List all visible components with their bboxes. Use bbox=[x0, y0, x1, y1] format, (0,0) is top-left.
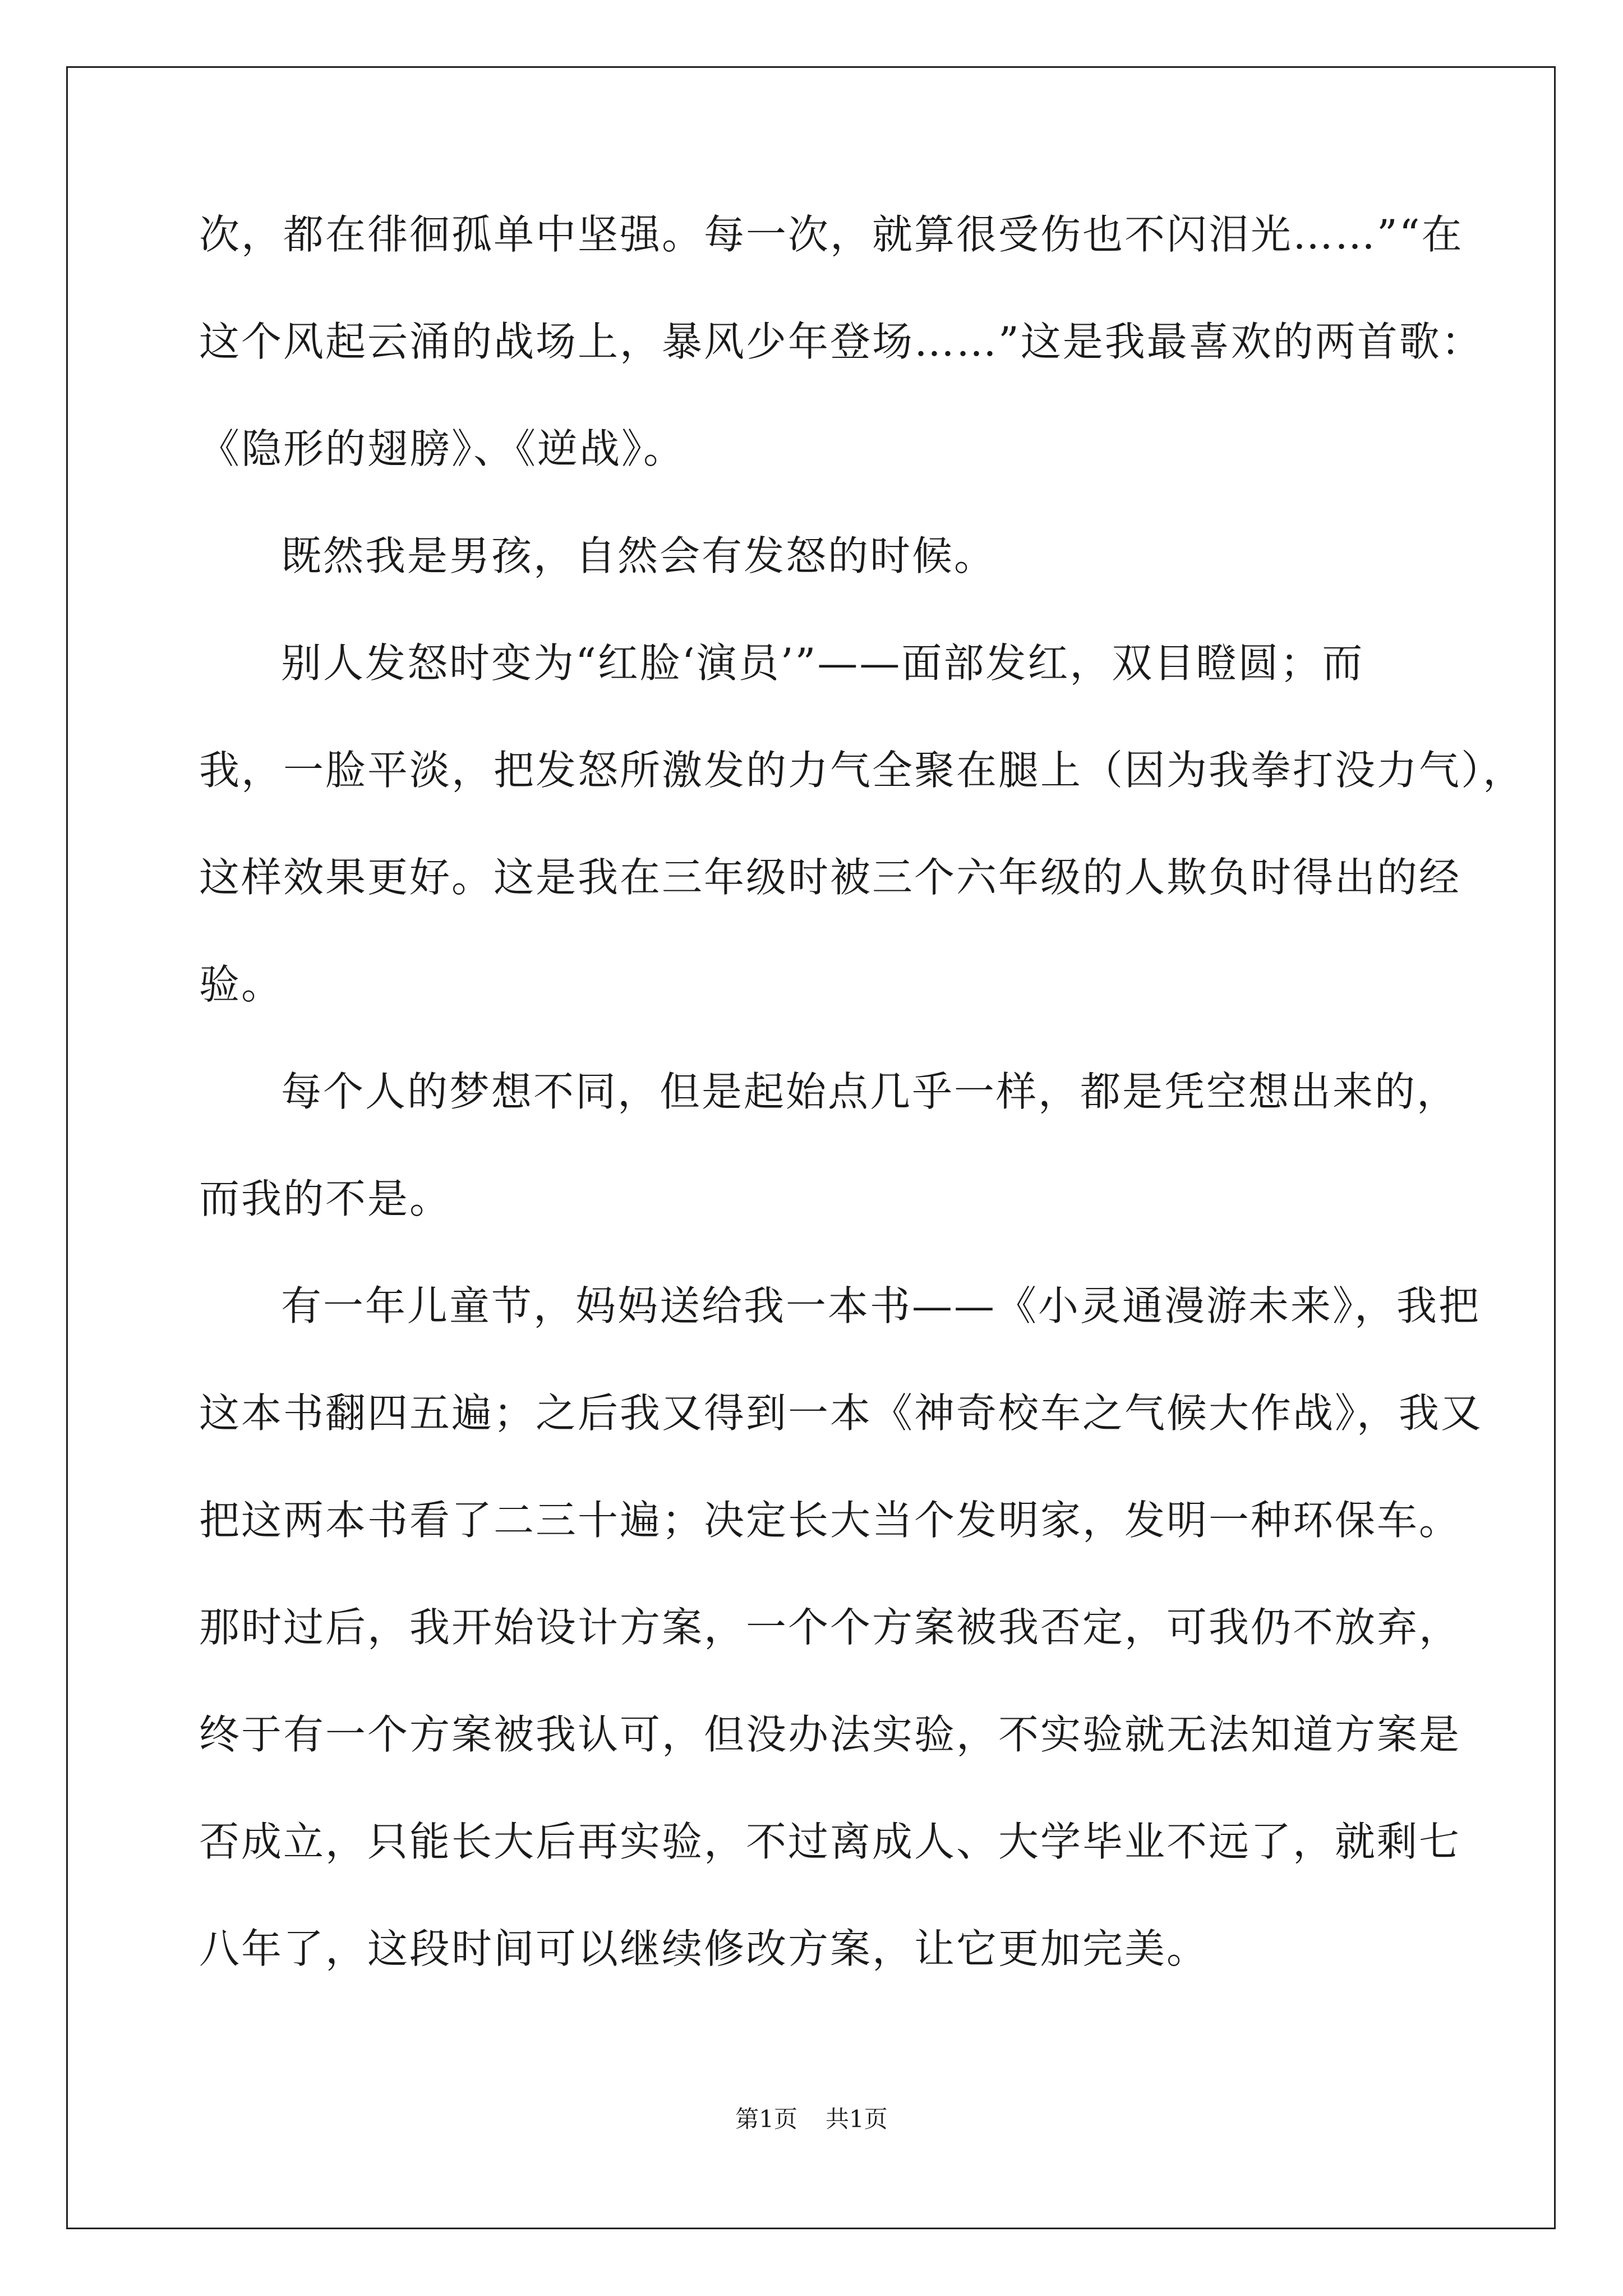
text-line: 八年了，这段时间可以继续修改方案，让它更加完美。 bbox=[199, 1925, 1209, 1972]
text-line: 这本书翻四五遍；之后我又得到一本《神奇校车之气候大作战》，我又 bbox=[199, 1389, 1483, 1437]
text-line: 我，一脸平淡，把发怒所激发的力气全聚在腿上（因为我拳打没力气）， bbox=[199, 747, 1525, 794]
page-number: 第1页 bbox=[735, 2105, 797, 2133]
text-line: 那时过后，我开始设计方案，一个个方案被我否定，可我仍不放弃， bbox=[199, 1604, 1461, 1651]
paragraph-start-line: 每个人的梦想不同，但是起始点几乎一样，都是凭空想出来的， bbox=[281, 1068, 1459, 1115]
page-footer bbox=[0, 2104, 1623, 2135]
text-line: 这个风起云涌的战场上，暴风少年登场……”这是我最喜欢的两首歌： bbox=[199, 318, 1483, 365]
paragraph-start-line: 有一年儿童节，妈妈送给我一本书——《小灵通漫游未来》，我把 bbox=[281, 1282, 1481, 1329]
text-line: 终于有一个方案被我认可，但没办法实验，不实验就无法知道方案是 bbox=[199, 1711, 1461, 1758]
text-line: 而我的不是。 bbox=[199, 1175, 452, 1222]
text-line: 验。 bbox=[199, 961, 284, 1008]
text-line: 否成立，只能长大后再实验，不过离成人、大学毕业不远了，就剩七 bbox=[199, 1818, 1461, 1865]
document-body bbox=[199, 208, 1525, 2029]
text-line: 次，都在徘徊孤单中坚强。每一次，就算很受伤也不闪泪光……”“在 bbox=[199, 211, 1464, 258]
text-line: 把这两本书看了二三十遍；决定长大当个发明家，发明一种环保车。 bbox=[199, 1497, 1461, 1544]
page-total: 共1页 bbox=[826, 2105, 888, 2133]
paragraph-start-line: 既然我是男孩，自然会有发怒的时候。 bbox=[281, 532, 997, 579]
text-line: 这样效果更好。这是我在三年级时被三个六年级的人欺负时得出的经 bbox=[199, 854, 1461, 901]
paragraph-start-line: 别人发怒时变为“红脸‘演员’”——面部发红，双目瞪圆；而 bbox=[281, 639, 1364, 687]
text-line: 《隐形的翅膀》、《逆战》。 bbox=[199, 425, 686, 472]
